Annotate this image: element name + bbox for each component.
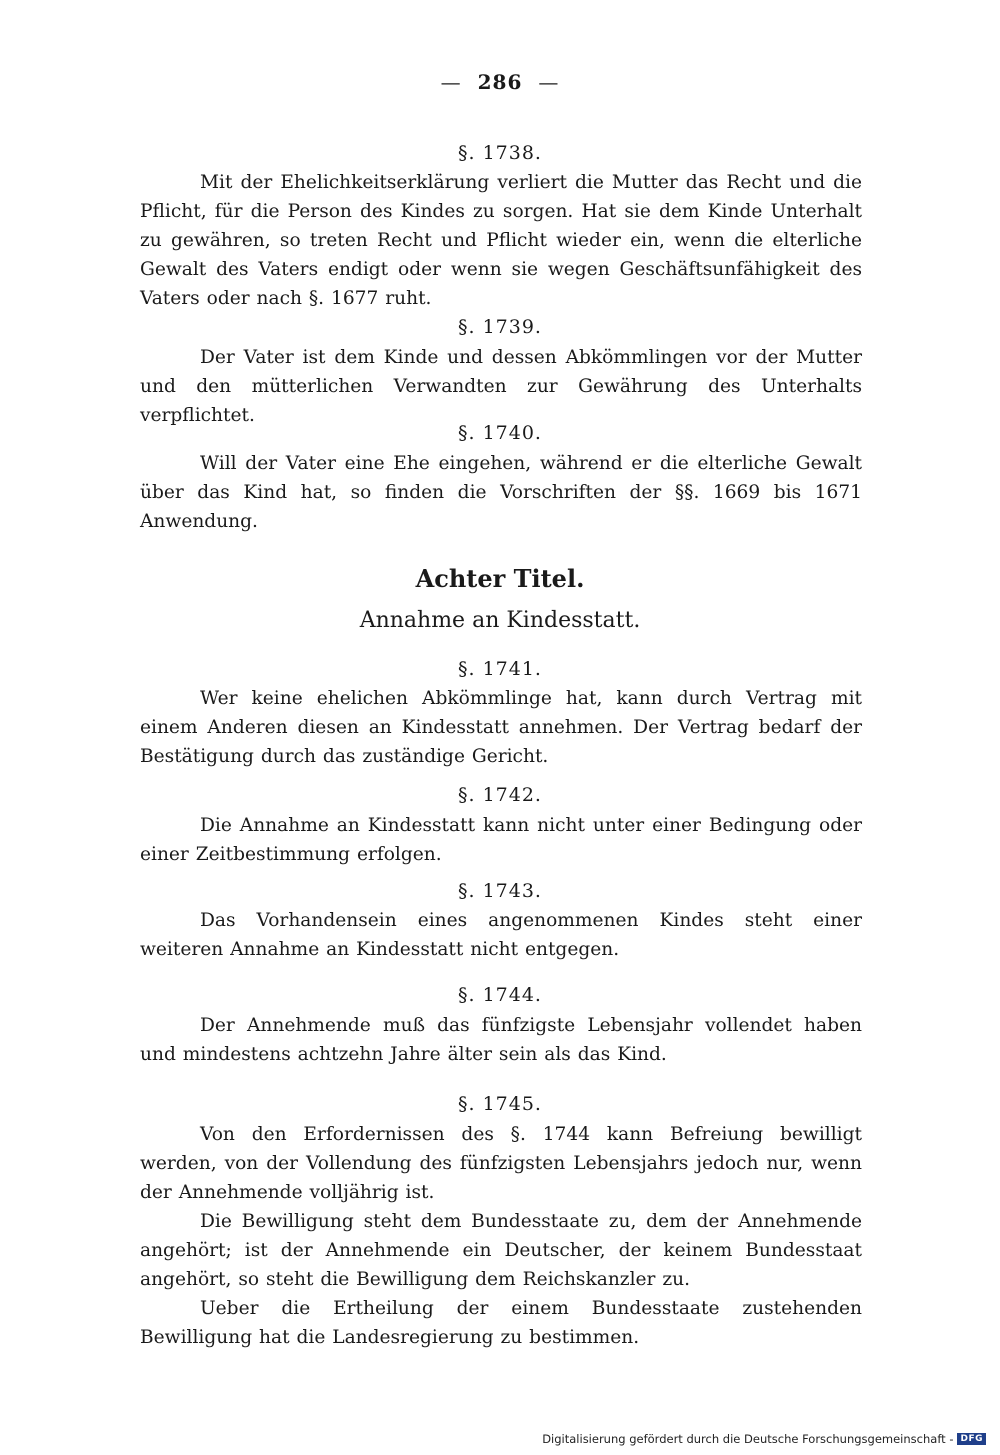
page-number-value: 286: [477, 70, 523, 94]
section-heading: §. 1739.: [458, 316, 542, 338]
page-number: — 286 —: [440, 70, 560, 94]
section-paragraph: Will der Vater eine Ehe eingehen, während er die elterliche Gewalt über das Kind hat, so finden die Vorschriften der §§. 1669 bis 1671 Anwendung.: [140, 453, 862, 532]
section-heading: §. 1741.: [458, 658, 542, 680]
section-paragraph: Der Vater ist dem Kinde und dessen Abkömmlingen vor der Mutter und den mütterlichen Verwandten zur Gewährung des Unterhalts verpflichtet.: [140, 347, 862, 426]
section-heading: §. 1740.: [458, 422, 542, 444]
section-heading: §. 1744.: [458, 984, 542, 1006]
section-paragraph: Das Vorhandensein eines angenommenen Kindes steht einer weiteren Annahme an Kindesstatt nicht entgegen.: [140, 910, 862, 960]
section-heading: §. 1743.: [458, 880, 542, 902]
section-paragraph: Von den Erfordernissen des §. 1744 kann Befreiung bewilligt werden, von der Vollendung des fünfzigsten Lebensjahrs jedoch nur, wenn der Annehmende volljährig ist.: [140, 1124, 862, 1203]
footer-text: Digitalisierung gefördert durch die Deutsche Forschungsgemeinschaft -: [542, 1432, 954, 1446]
section-heading: §. 1738.: [458, 142, 542, 164]
title-heading: Achter Titel.: [415, 564, 585, 593]
section-paragraph: Die Annahme an Kindesstatt kann nicht unter einer Bedingung oder einer Zeitbestimmung erfolgen.: [140, 815, 862, 865]
dfg-logo: DFG: [957, 1433, 986, 1445]
section-paragraph: Ueber die Ertheilung der einem Bundesstaate zustehenden Bewilligung hat die Landesregierung zu bestimmen.: [140, 1298, 862, 1348]
section-paragraph: Mit der Ehelichkeitserklärung verliert die Mutter das Recht und die Pflicht, für die Person des Kindes zu sorgen. Hat sie dem Kinde Unterhalt zu gewähren, so treten Recht und Pflicht wieder ein, wenn die elterliche Gewalt des Vaters endigt oder wenn sie wegen Geschäftsunfähigkeit des Vaters oder nach §. 1677 ruht.: [140, 172, 862, 309]
digitization-footer: [542, 1432, 986, 1446]
section-paragraph: Die Bewilligung steht dem Bundesstaate zu, dem der Annehmende angehört; ist der Annehmende ein Deutscher, der keinem Bundesstaat angehört, so steht die Bewilligung dem Reichskanzler zu.: [140, 1211, 862, 1290]
title-subheading: Annahme an Kindesstatt.: [359, 608, 641, 633]
section-heading: §. 1745.: [458, 1093, 542, 1115]
section-paragraph: Wer keine ehelichen Abkömmlinge hat, kann durch Vertrag mit einem Anderen diesen an Kindesstatt annehmen. Der Vertrag bedarf der Bestätigung durch das zuständige Gericht.: [140, 688, 862, 767]
section-heading: §. 1742.: [458, 784, 542, 806]
section-paragraph: Der Annehmende muß das fünfzigste Lebensjahr vollendet haben und mindestens achtzehn Jahre älter sein als das Kind.: [140, 1015, 862, 1065]
